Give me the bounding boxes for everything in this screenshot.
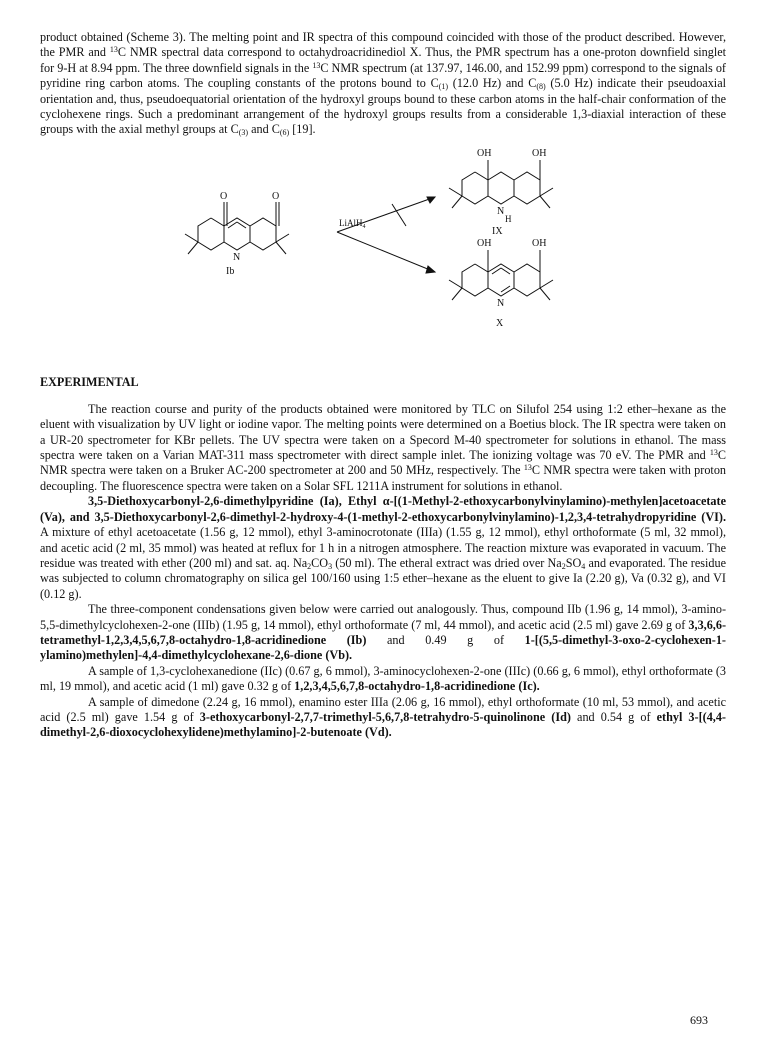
compound-ix-structure: [449, 148, 553, 237]
compound-x-structure: [449, 238, 553, 329]
paragraph-procedure-ia: 3,5-Diethoxycarbonyl-2,6-dimethylpyridine (Ia), Ethyl α-[(1-Methyl-2-ethoxycarbonylvinylamino)-methylen]acetoacetate (Va), and 3,5-Diethoxycarbonyl-2,6-dimethyl-2-hydroxy-4-(1-methyl-2-ethoxycarbonylvinylamino)-1,2,3,4-tetrahydropyridine (VI). A mixture of ethyl acetoacetate (1.56 g, 12 mmol), ethyl 3-aminocrotonate (IIIa) (1.55 g, 12 mmol), ethyl orthoformate (5 ml, 32 mmol), and acetic acid (2 ml, 35 mmol) was heated at reflux for 1 h in a nitrogen atmosphere. The reaction mixture was evaporated in vacuum. The residue was treated with ether (200 ml) and sat. aq. $Na_2CO_3$ (50 ml). The etheral extract was dried over $Na_2SO_4$ and evaporated. The residue was subjected to column chromatography on silica gel 100/160 using 1:5 ether–hexane as the eluent to give Ia (2.20 g), Va (0.32 g), and VI (0.12 g).: [40, 494, 726, 601]
svg-text:LiAlH4: LiAlH$_4$: [339, 217, 366, 230]
paragraph-procedure-ic: A sample of 1,3-cyclohexanedione (IIc) (0.67 g, 6 mmol), 3-aminocyclohexen-2-one (IIIc) (0.66 g, 6 mmol), ethyl orthoformate (3 ml, 19 mmol), and acetic acid (1 ml) gave 0.32 g of 1,2,3,4,5,6,7,8-octahydro-1,8-acridinedione (Ic).: [40, 663, 726, 694]
section-heading-experimental: EXPERIMENTAL: [40, 374, 139, 389]
paragraph-procedure-ib: The three-component condensations given below were carried out analogously. Thus, compound IIb (1.96 g, 14 mmol), 3-amino-5,5-dimethylcyclohexen-2-one (IIIb) (1.95 g, 14 mmol), ethyl orthoformate (7 ml, 44 mmol), and acetic acid (2.5 ml) gave 2.69 g of 3,3,6,6-tetramethyl-1,2,3,4,5,6,7,8-octahydro-1,8-acridinedione (Ib) and 0.49 g of 1-[(5,5-dimethyl-3-oxo-2-cyclohexen-1-ylamino)methylen]-4,4-dimethylcyclohexane-2,6-dione (Vb).: [40, 602, 726, 663]
oxygen-label-right: O: [272, 190, 280, 202]
nitrogen-label-x: N: [497, 297, 505, 309]
page-number: 693: [690, 1013, 708, 1027]
compound-label-ib: Ib: [226, 265, 235, 277]
hydrogen-label-ix: H: [505, 213, 512, 224]
oxygen-label-left: O: [220, 190, 228, 202]
article-page: [40, 30, 726, 741]
hydroxyl-label-ix-right: OH: [532, 147, 547, 159]
hydroxyl-label-x-right: OH: [532, 237, 547, 249]
paragraph-procedure-id: A sample of dimedone (2.24 g, 16 mmol), enamino ester IIIa (2.06 g, 16 mmol), ethyl orthoformate (10 ml, 53 mmol), and acetic acid (2.5 ml) gave 1.54 g of 3-ethoxycarbonyl-2,7,7-trimethyl-5,6,7,8-tetrahydro-5-quinolinone (Id) and 0.54 g of ethyl 3-[(4,4-dimethyl-2,6-dioxocyclohexylidene)methylamino]-2-butenoate (Vd).: [40, 694, 726, 740]
paragraph-methods: The reaction course and purity of the products obtained were monitored by TLC on Silufol 254 using 1:2 ether–hexane as the eluent with visualization by UV light or iodine vapor. The melting points were determined on a Boetius block. The IR spectra were taken on a UR-20 spectrometer for KBr pellets. The UV spectra were taken on a Specord M-40 spectrometer for solutions in ethanol. The mass spectra were taken on a Varian MAT-311 mass spectrometer with direct sample inlet. The ionizing voltage was 70 eV. The PMR and $^{13}$C NMR spectra were taken on a Bruker AC-200 spectrometer at 200 and 50 MHz, respectively. The $^{13}$C NMR spectra were taken with proton decoupling. The fluorescence spectra were taken on a Solar SFL 1211A instrument for solutions in ethanol.: [40, 401, 727, 493]
reaction-scheme: [40, 142, 726, 367]
compound-label-ix: IX: [492, 225, 503, 237]
compound-ib-structure: [185, 191, 289, 277]
reagent-label: LiAlH: [339, 217, 363, 228]
hydroxyl-label-x-left: OH: [477, 237, 492, 249]
hydroxyl-label-ix-left: OH: [477, 147, 492, 159]
paragraph-results: product obtained (Scheme 3). The melting point and IR spectra of this compound coincided with those of the product described. However, the PMR and $^{13}$C NMR spectral data correspond to octahydroacridinediol X. Thus, the PMR spectrum has a one-proton downfield singlet for 9-H at 8.94 ppm. The three downfield signals in the $^{13}$C NMR spectrum (at 137.97, 146.00, and 152.99 ppm) correspond to the signals of pyridine ring carbon atoms. The coupling constants of the protons bound to $C_{(1)}$ (12.0 Hz) and $C_{(8)}$ (5.0 Hz) indicate their pseudoaxial orientation and, thus, pseudoequatorial orientation of the hydroxyl groups bound to these carbon atoms in the half-chair conformation of the cyclohexene rings. Such a predominant arrangement of the hydroxyl groups results from a considerable 1,3-diaxial interaction of these groups with the axial methyl groups at $C_{(3)}$ and $C_{(6)}$ [19].: [40, 30, 726, 138]
nitrogen-label-ix: N: [497, 205, 505, 217]
reaction-arrows: [337, 197, 435, 273]
nitrogen-label-ib: N: [233, 251, 241, 263]
compound-label-x: X: [496, 317, 504, 329]
